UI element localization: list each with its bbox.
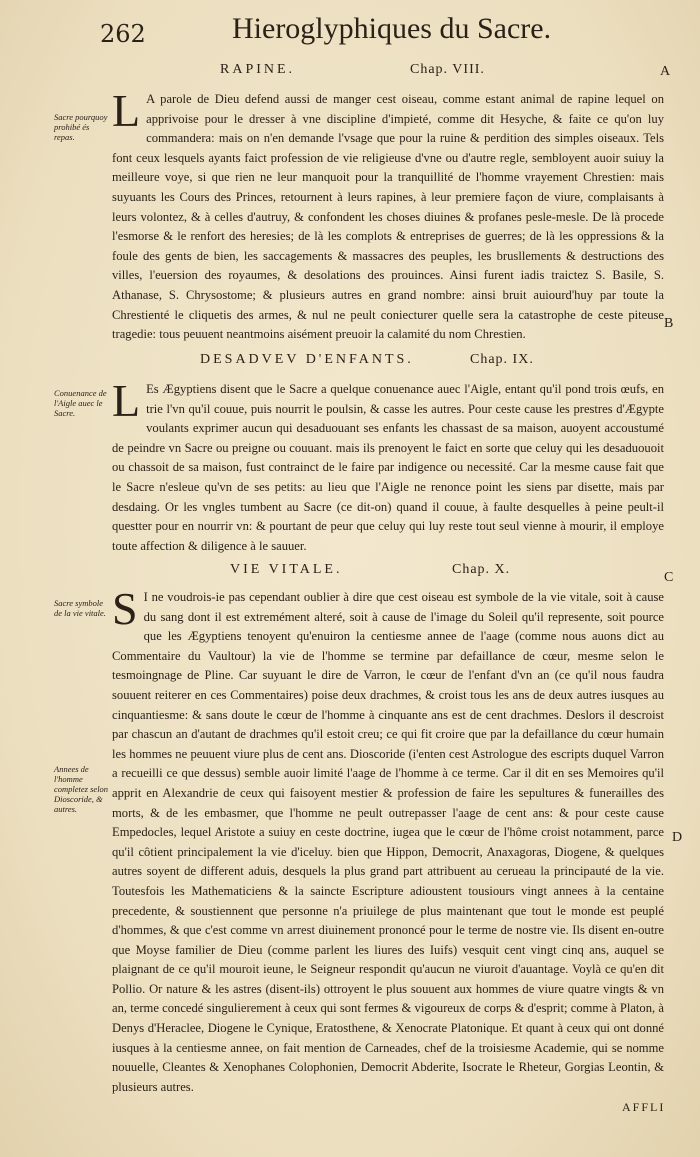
- section-marker: B: [664, 316, 674, 331]
- drop-cap: L: [112, 375, 141, 426]
- page-number: 262: [100, 20, 146, 48]
- chapter-heading: [230, 562, 630, 578]
- chapter-heading: [220, 62, 620, 78]
- section-marker: D: [672, 830, 683, 845]
- drop-cap: S: [112, 583, 138, 634]
- paragraph: I ne voudrois-ie pas cependant oublier à dire que cest oiseau est symbole de la vie vitale, soit à cause du sang dont il est extremément alteré, soit à cause de l'image du Soleil qu'il represente, soit pource que les Ægyptiens tenoyent qu'enuiron la centiesme annee de l'aage (comme nous auons dict au Commentaire du Vaultour) la vie de l'homme se termine par defaillance de cœur, mesme selon le tesmoingnage de Pline. Car suyuant le dire de Varron, le cœur de l'enfant d'vn an (ce qu'il nous faudra souuent reiterer en ces Commentaires) poise deux drachmes, & croist tous les ans de deux autres iusques au cinquantiesme: & sans doute le cœur de l'homme à cinquante ans est de cent drachmes. Deslors il descroist par chascun an d'autant de drachmes qu'il estoit creu; ce qui fit croire que par la defaillance du cœur humain les hommes ne peuuent viure plus de cent ans. Dioscoride (i'enten cest Astrologue des escripts duquel Varron a recueilli ce que dessus) semble auoir limité l'aage de l'homme à ce terme. Car il dit en ses Memoires qu'il apprit en Alexandrie de ceux qui faisoyent mestier & profession de faire les sepultures & funerailles des morts, & de les embasmer, que l'homme ne peult outrepasser l'aage de cent ans: & pour ceste cause Empedocles, lequel Aristote a suiuy en ceste doctrine, iugea que le cœur de l'hôme croist notamment, parce qu'il côtient principalement la vie d'iceluy. bien que Hippon, Democrit, Anaxagoras, Diogene, & quelques autres soyent de different aduis, desquels la plus grand part attribuent au cerueau la principauté de la vie. Toutesfois les Mathematiciens & la saincte Escripture adioustent tousiours vingt annees à la centaine precedente, & soustiennent que personne n'a priuilege de plus maintenant que tout le monde est peuplé d'hommes, & que c'est comme vn arrest diuinement prononcé pour le terme de nostre vie. Ils disent en-outre que Moyse familier de Dieu (comme parlent les liures des Iuifs) vesquit cent vingt cinq ans, auquel se plaignant de ce qu'il mouroit ieune, le Seigneur respondit qu'aucun ne viuroit d'auantage. Voylà ce qu'en dit Pollio. Or nature & les astres (disent-ils) ottroyent le plus souuent aux hommes de viure quatre vingts & vn an, terme concedé singulierement à ceux qui sont fermes & vigoureux de corps & d'esprit; comme à Platon, à Denys d'Heraclee, Diogene le Cynique, Eratosthene, & Xenocrate Platonique. Et quant à ceux qui ont donné iusques à la centiesme annee, on fait mention de Carneades, chef de la troisiesme Academie, qui se nomme nouuelle, Cleantes & Xenophanes Colophonien, Democrit Abderite, Isocrate le Rheteur, Gorgias Leontin, & plusieurs autres.: [112, 590, 664, 1094]
- section-marker: A: [660, 64, 671, 79]
- margin-note: Sacre symbole de la vie vitale.: [54, 598, 106, 618]
- margin-note: Annees de l'homme completez selon Dioscoride, & autres.: [54, 764, 109, 814]
- section-marker: C: [664, 570, 674, 585]
- chapter-text: [112, 85, 664, 345]
- chapter-text: [112, 583, 664, 1097]
- chapter-title: RAPINE.: [220, 62, 296, 77]
- chapter-title: VIE VITALE.: [230, 562, 343, 577]
- chapter-heading: [200, 352, 600, 368]
- chapter-title: DESADVEV D'ENFANTS.: [200, 352, 414, 367]
- chapter-number: Chap. X.: [452, 562, 511, 577]
- margin-note: Sacre pourquoy prohibé és repas.: [54, 112, 108, 142]
- running-title: Hieroglyphiques du Sacre.: [232, 12, 552, 45]
- margin-note: Conuenance de l'Aigle auec le Sacre.: [54, 388, 107, 418]
- drop-cap: L: [112, 85, 141, 136]
- chapter-text: [112, 375, 664, 556]
- chapter-number: Chap. VIII.: [410, 62, 485, 77]
- catchword: AFFLI: [622, 1100, 666, 1114]
- paragraph: A parole de Dieu defend aussi de manger cest oiseau, comme estant animal de rapine lequel on apprivoise pour le dresser à vne discipline d'impieté, comme dit Hesyche, & faite ce qu'on luy commandera: mais on n'en demande l'vsage que pour la ruine & perdition des simples oiseaux. Tels font ceux lesquels ayants faict profession de vie religieuse d'vne ou d'autre regle, sembloyent auoir suiuy la meilleure voye, si que rien ne leur manquoit pour la tranquillité de l'homme vrayement Chrestien: mais suyuants les Cours des Princes, retournent à leurs rapines, à leur premiere façon de viure, complaisants à leurs volontez, & à celles d'autruy, & confondent les choses diuines & profanes pesle-mesle. De là procede l'esmorse & le renfort des heresies; de là les complots & entreprises de guerres; de là les oppressions & la foule des gents de bien, les saccagements & massacres des peuples, les brusllements & destructions des villes, l'euersion des royaumes, & desolations des prouinces. Ainsi furent iadis traictez S. Basile, S. Athanase, S. Chrysostome; & plusieurs autres en grand nombre: ainsi bruit auiourd'huy par toute la Chrestienté le cliquetis des armes, & nul ne peult coniecturer quelle sera la catastrophe de ceste piteuse tragedie: tous peuuent neantmoins aisément preuoir la calamité du nom Chrestien.: [112, 92, 664, 342]
- paragraph: Es Ægyptiens disent que le Sacre a quelque conuenance auec l'Aigle, entant qu'il pond trois œufs, en trie l'vn qu'il couue, puis nourrit le poulsin, & casse les autres. Pour ceste cause les prestres d'Ægypte voulants exprimer aucun qui desaduouant ses enfants les chassast de sa maison, auoyent accoustumé de peindre vn Sacre ou preigne ou couuant. mais ils prenoyent le faict en sorte que celuy qui les desaduouoit ou chassoit de sa maison, fust contrainct de le faire par indigence ou necessité. Car la mesme cause fait que le Sacre n'esleue qu'vn de ses petits: au lieu que l'Aigle ne renonce point les siens par disette, mais par desdaing. Or les vngles tumbent au Sacre (ce dit-on) quand il couue, à faulte desquelles à peine peult-il questter pour en nourrir vn: & pourtant de peur que celuy qui luy reste tout seul vienne à mourir, il employe toute affection & diligence à le sauuer.: [112, 382, 664, 553]
- chapter-number: Chap. IX.: [470, 352, 534, 367]
